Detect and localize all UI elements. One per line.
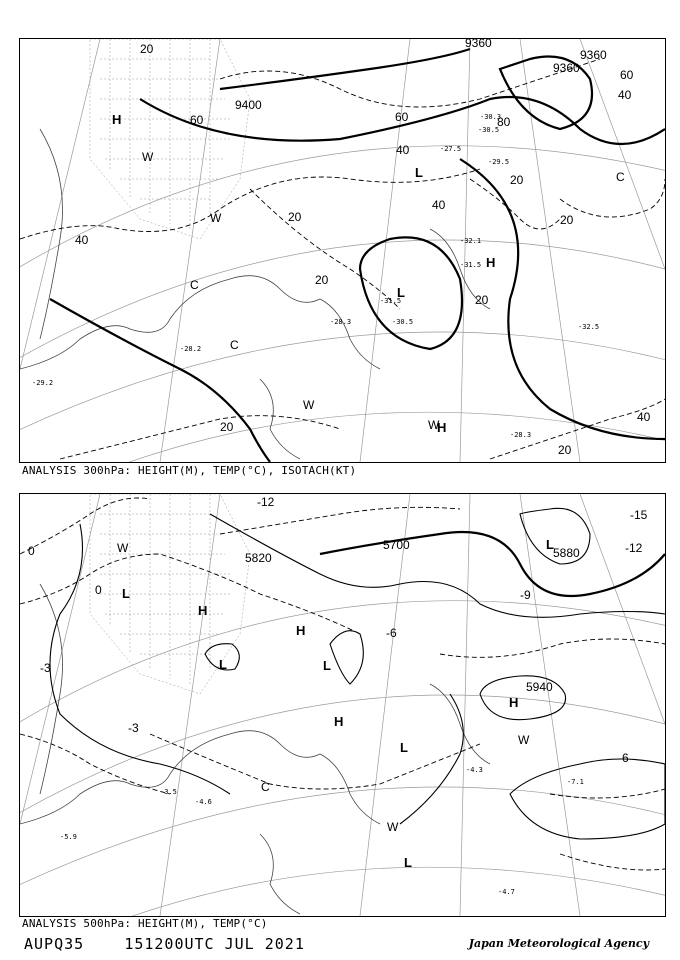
low-pressure-center: L [397, 285, 405, 300]
temperature-label: -4.3 [466, 766, 483, 774]
height-label: 9360 [553, 61, 580, 75]
height-label: 5880 [553, 546, 580, 560]
warm-marker: W [428, 418, 440, 432]
map-500hpa-svg [20, 494, 665, 916]
longitude-line [360, 494, 410, 916]
isotach-line [560, 179, 665, 217]
temperature-label: -7.1 [567, 778, 584, 786]
height-contour [320, 532, 665, 596]
isotach-label: 40 [396, 143, 410, 157]
isotach-line [490, 399, 665, 459]
isotherm-label: -12 [625, 541, 643, 555]
coastline [260, 379, 300, 459]
temperature-label: -32.1 [460, 237, 482, 245]
warm-marker: W [210, 211, 222, 225]
latitude-line [20, 240, 665, 369]
isotherm-label: -3 [40, 661, 51, 675]
isotach-label: 20 [510, 173, 524, 187]
isotach-label: 20 [220, 420, 234, 434]
temperature-label: -32.5 [578, 323, 600, 331]
isotach-label: 20 [140, 42, 154, 56]
temperature-label: -5.9 [60, 833, 77, 841]
coastline [20, 276, 320, 369]
isotherm-label: 0 [95, 583, 102, 597]
isotherm-line [220, 507, 460, 534]
longitude-line [160, 494, 220, 916]
isotach-label: 60 [395, 110, 409, 124]
isotherm-line [560, 854, 665, 870]
coastline [40, 129, 63, 339]
low-pressure-center: L [415, 165, 423, 180]
high-pressure-center: H [486, 255, 496, 270]
height-label: 9360 [465, 39, 492, 50]
isotach-label: 60 [620, 68, 634, 82]
height-contour [50, 299, 270, 462]
longitude-line [520, 39, 580, 462]
isotach-label: 20 [288, 210, 302, 224]
height-contour [330, 631, 363, 684]
isotach-label: 60 [190, 113, 204, 127]
height-contour [50, 524, 230, 794]
longitude-line [580, 494, 665, 724]
high-pressure-center: H [509, 695, 519, 710]
warm-marker: W [387, 820, 399, 834]
low-pressure-center: L [400, 740, 408, 755]
isotherm-line [20, 498, 150, 554]
low-pressure-center: L [323, 658, 331, 673]
isotach-label: 20 [475, 293, 489, 307]
isotach-label: 40 [618, 88, 632, 102]
cold-marker: C [616, 170, 625, 184]
longitude-line [460, 494, 470, 916]
isotherm-label: -12 [257, 495, 275, 509]
temperature-label: -30.3 [480, 113, 502, 121]
temperature-label: -4.6 [195, 798, 212, 806]
temperature-label: -29.2 [32, 379, 54, 387]
high-pressure-center: H [334, 714, 344, 729]
isotherm-label: -6 [618, 751, 629, 765]
height-label: 5700 [383, 538, 410, 552]
isotach-label: 80 [497, 115, 511, 129]
warm-marker: W [117, 541, 129, 555]
isotherm-line [150, 734, 480, 789]
panel-500-caption: ANALYSIS 500hPa: HEIGHT(M), TEMP(°C) [22, 917, 268, 930]
height-contour [210, 514, 665, 617]
isotherm-line [550, 789, 665, 798]
terrain-hatch [110, 39, 210, 229]
map-panel-300hpa [19, 38, 666, 463]
high-pressure-center: H [296, 623, 306, 638]
isotherm-label: -6 [386, 626, 397, 640]
isotach-label: 40 [432, 198, 446, 212]
cold-marker: C [261, 780, 270, 794]
isotach-label: 20 [315, 273, 329, 287]
longitude-line [160, 39, 220, 462]
isotach-label: 40 [75, 233, 89, 247]
high-pressure-center: H [112, 112, 122, 127]
isotach-line [20, 169, 480, 239]
agency-name: Japan Meteorological Agency [468, 937, 649, 950]
height-label: 5940 [526, 680, 553, 694]
warm-marker: W [518, 733, 530, 747]
latitude-line [20, 787, 665, 894]
high-pressure-center: H [198, 603, 208, 618]
map-300hpa-svg [20, 39, 665, 462]
chart-identifier [24, 935, 305, 953]
latitude-line [20, 332, 665, 439]
temperature-label: -28.3 [510, 431, 532, 439]
height-contour [400, 694, 463, 824]
isotherm-label: -15 [630, 508, 648, 522]
warm-marker: W [142, 150, 154, 164]
temperature-label: -30.5 [392, 318, 414, 326]
low-pressure-center: L [219, 657, 227, 672]
map-panel-500hpa [19, 493, 666, 917]
panel-300-caption: ANALYSIS 300hPa: HEIGHT(M), TEMP(°C), ISOTACH(KT) [22, 464, 357, 477]
temperature-label: -31.5 [380, 297, 402, 305]
temperature-label: -27.5 [440, 145, 462, 153]
isotherm-label: -9 [520, 588, 531, 602]
coastline [320, 299, 380, 369]
temperature-label: -28.2 [180, 345, 202, 353]
low-pressure-center: L [546, 537, 554, 552]
coastline [260, 834, 300, 914]
isotach-label: 20 [558, 443, 572, 457]
cold-marker: C [190, 278, 199, 292]
height-label: 5820 [245, 551, 272, 565]
height-label: 9360 [580, 48, 607, 62]
isotach-line [60, 416, 340, 459]
height-contour [220, 49, 470, 89]
isotherm-label: -3 [128, 721, 139, 735]
isotherm-line [440, 639, 665, 657]
temperature-label: -30.5 [478, 126, 500, 134]
height-contour [480, 676, 566, 720]
temperature-label: -3.5 [160, 788, 177, 796]
terrain-hatch [100, 514, 230, 654]
low-pressure-center: L [122, 586, 130, 601]
high-pressure-center: H [437, 420, 447, 435]
temperature-label: -29.5 [488, 158, 510, 166]
chart-code: AUPQ35 [24, 935, 85, 953]
isotach-line [220, 59, 600, 107]
height-label: 9400 [235, 98, 262, 112]
coastline [20, 731, 320, 824]
low-pressure-center: L [404, 855, 412, 870]
temperature-label: -28.3 [330, 318, 352, 326]
temperature-label: -31.5 [460, 261, 482, 269]
cold-marker: C [230, 338, 239, 352]
valid-time: 151200UTC JUL 2021 [124, 935, 305, 953]
isotherm-label: 0 [28, 544, 35, 558]
isotach-label: 20 [560, 213, 574, 227]
temperature-label: -4.7 [498, 888, 515, 896]
isotach-label: 40 [637, 410, 651, 424]
warm-marker: W [303, 398, 315, 412]
coastline [320, 754, 380, 824]
